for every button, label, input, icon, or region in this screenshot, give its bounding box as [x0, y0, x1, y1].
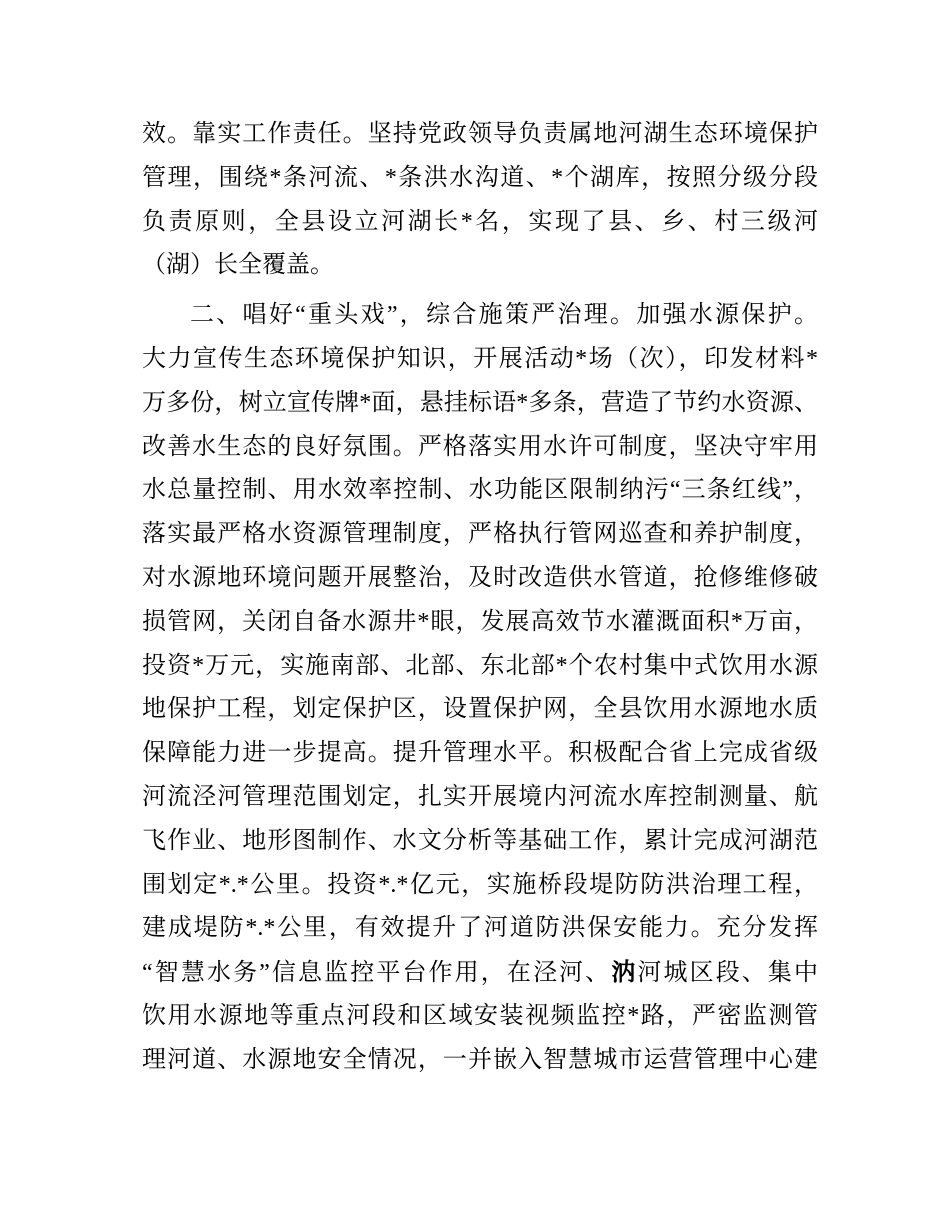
- paragraph: [142, 294, 818, 1082]
- text-line: [142, 294, 818, 338]
- text-segment: 建成堤防*.*公里，有效提升了河道防洪保安能力。充分发挥: [142, 915, 818, 942]
- text-segment: 落实最严格水资源管理制度，严格执行管网巡查和养护制度，: [142, 521, 818, 548]
- text-segment: 效。靠实工作责任。坚持党政领导负责属地河湖生态环境保护: [142, 121, 818, 147]
- bold-char: 汭: [611, 959, 638, 987]
- text-line: [142, 157, 818, 201]
- text-segment: 管理，围绕*条河流、*条洪水沟道、*个湖库，按照分级分段: [142, 164, 818, 191]
- text-segment: 河流泾河管理范围划定，扎实开展境内河流水库控制测量、航: [142, 783, 818, 810]
- text-line: [142, 995, 818, 1039]
- text-segment: 负责原则，全县设立河湖长*名，实现了县、乡、村三级河: [142, 208, 818, 235]
- text-line: [142, 864, 818, 908]
- text-line: [142, 820, 818, 864]
- text-segment: 损管网，关闭自备水源井*眼，发展高效节水灌溉面积*万亩，: [142, 608, 818, 635]
- text-segment: 围划定*.*公里。投资*.*亿元，实施桥段堤防防洪治理工程，: [142, 871, 818, 898]
- text-line: [142, 732, 818, 776]
- text-line: [142, 951, 818, 995]
- text-line: [142, 426, 818, 470]
- text-line: [142, 601, 818, 645]
- text-segment: 水总量控制、用水效率控制、水功能区限制纳污“三条红线”，: [142, 477, 818, 504]
- text-segment: （湖）长全覆盖。: [142, 252, 334, 279]
- text-line: [142, 113, 818, 157]
- text-segment: 河城区段、集中: [637, 960, 818, 987]
- text-segment: 二、唱好“重头戏”，综合施策严治理。加强水源保护。: [190, 302, 818, 329]
- text-line: [142, 645, 818, 689]
- text-line: [142, 776, 818, 820]
- text-segment: 保障能力进一步提高。提升管理水平。积极配合省上完成省级: [142, 740, 818, 767]
- text-line: [142, 201, 818, 245]
- text-segment: 飞作业、地形图制作、水文分析等基础工作，累计完成河湖范: [142, 827, 818, 854]
- text-segment: 改善水生态的良好氛围。严格落实用水许可制度，坚决守牢用: [142, 433, 818, 460]
- text-segment: 大力宣传生态环境保护知识，开展活动*场（次），印发材料*: [142, 345, 818, 372]
- text-line: [142, 382, 818, 426]
- text-line: [142, 338, 818, 382]
- text-line: [142, 1039, 818, 1083]
- paragraph: [142, 113, 818, 288]
- text-segment: 理河道、水源地安全情况，一并嵌入智慧城市运营管理中心建: [142, 1046, 818, 1073]
- text-line: [142, 513, 818, 557]
- text-segment: 投资*万元，实施南部、北部、东北部*个农村集中式饮用水源: [142, 652, 818, 679]
- text-line: [142, 907, 818, 951]
- text-segment: “智慧水务”信息监控平台作用，在泾河、: [142, 960, 612, 987]
- text-line: [142, 688, 818, 732]
- document-body: [142, 113, 818, 1083]
- text-segment: 地保护工程，划定保护区，设置保护网，全县饮用水源地水质: [142, 696, 818, 723]
- text-segment: 饮用水源地等重点河段和区域安装视频监控*路，严密监测管: [142, 1002, 818, 1029]
- text-line: [142, 557, 818, 601]
- text-segment: 对水源地环境问题开展整治，及时改造供水管道，抢修维修破: [142, 564, 818, 591]
- text-segment: 万多份，树立宣传牌*面，悬挂标语*多条，营造了节约水资源、: [142, 389, 818, 416]
- text-line: [142, 244, 818, 288]
- text-line: [142, 469, 818, 513]
